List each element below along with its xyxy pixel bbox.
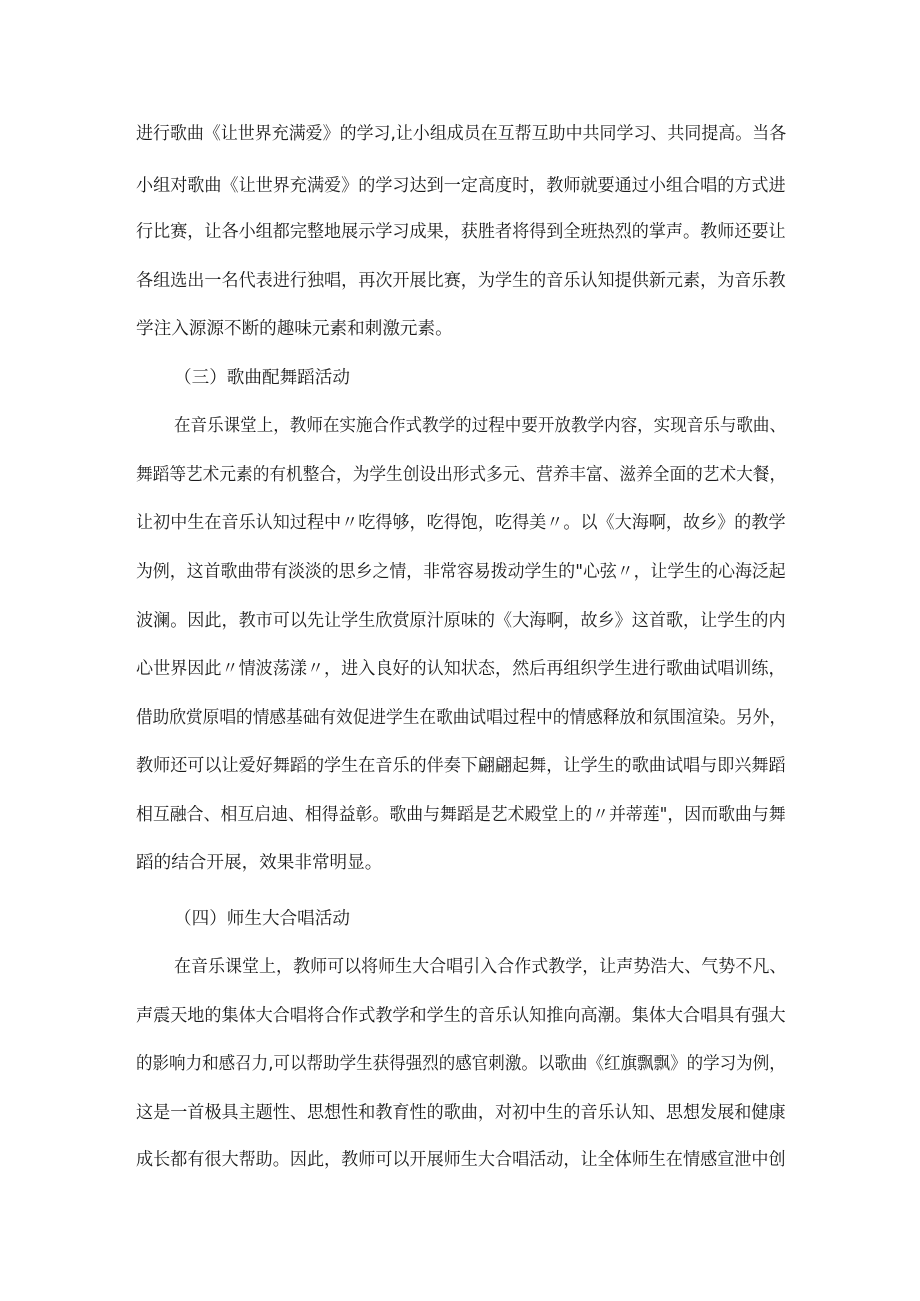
- text-line: 舞蹈等艺术元素的有机整合，为学生创设出形式多元、营养丰富、滋养全面的艺术大餐，: [136, 465, 787, 485]
- text-line: 心世界因此〃情波荡漾〃，进入良好的认知状态，然后再组织学生进行歌曲试唱训练，: [136, 659, 786, 679]
- text-line: 让初中生在音乐认知过程中〃吃得够，吃得饱，吃得美〃。以《大海啊，故乡》的教学: [136, 513, 786, 533]
- text-line: 借助欣赏原唱的情感基础有效促进学生在歌曲试唱过程中的情感释放和氛围渲染。另外，: [136, 708, 787, 728]
- text-line: 行比赛，让各小组都完整地展示学习成果，获胜者将得到全班热烈的掌声。教师还要让: [136, 222, 786, 242]
- text-line: 声震天地的集体大合唱将合作式教学和学生的音乐认知推向高潮。集体大合唱具有强大: [136, 1006, 786, 1026]
- section-heading: （三）歌曲配舞蹈活动: [174, 368, 350, 388]
- section-heading: （四）师生大合唱活动: [174, 909, 350, 929]
- text-line: 在音乐课堂上，教师可以将师生大合唱引入合作式教学，让声势浩大、气势不凡、: [174, 957, 787, 977]
- text-line: 这是一首极具主题性、思想性和教育性的歌曲，对初中生的音乐认知、思想发展和健康: [136, 1103, 786, 1123]
- text-line: 学注入源源不断的趣味元素和刺激元素。: [136, 319, 453, 339]
- text-line: 进行歌曲《让世界充满爱》的学习,让小组成员在互帮互助中共同学习、共同提高。当各: [136, 124, 787, 144]
- text-line: 在音乐课堂上，教师在实施合作式教学的过程中要开放教学内容，实现音乐与歌曲、: [174, 416, 786, 436]
- text-line: 成长都有很大帮助。因此，教师可以开展师生大合唱活动，让全体师生在情感宣泄中创: [136, 1150, 786, 1170]
- text-line: 小组对歌曲《让世界充满爱》的学习达到一定高度时，教师就要通过小组合唱的方式进: [136, 176, 786, 196]
- text-line: 蹈的结合开展，效果非常明显。: [136, 853, 383, 873]
- text-line: 相互融合、相互启迪、相得益彰。歌曲与舞蹈是艺术殿堂上的〃并蒂莲"，因而歌曲与舞: [136, 805, 786, 825]
- text-line: 的影响力和感召力,可以帮助学生获得强烈的感官刺激。以歌曲《红旗飘飘》的学习为例，: [136, 1054, 786, 1074]
- text-line: 为例，这首歌曲带有淡淡的思乡之情，非常容易拨动学生的"心弦〃，让学生的心海泛起: [136, 562, 786, 582]
- text-line: 各组选出一名代表进行独唱，再次开展比赛，为学生的音乐认知提供新元素，为音乐教: [136, 271, 786, 291]
- text-line: 教师还可以让爱好舞蹈的学生在音乐的伴奏下翩翩起舞，让学生的歌曲试唱与即兴舞蹈: [136, 756, 786, 776]
- text-line: 波澜。因此，教市可以先让学生欣赏原汁原味的《大海啊，故乡》这首歌，让学生的内: [136, 611, 786, 631]
